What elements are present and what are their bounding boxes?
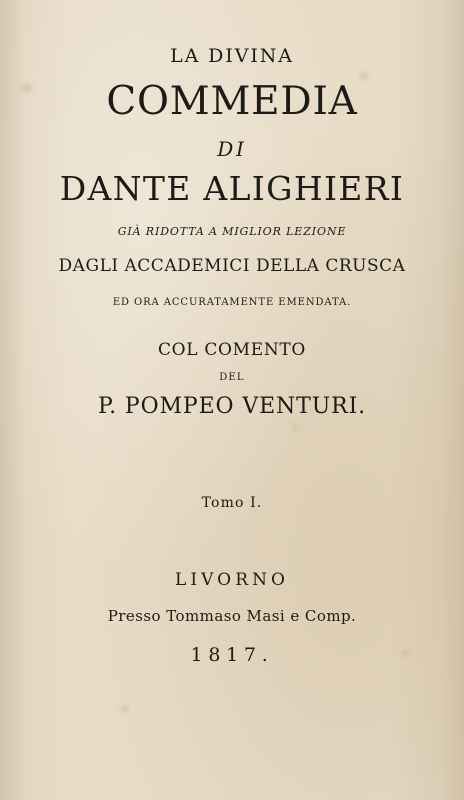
imprint-city: LIVORNO [174, 570, 290, 590]
volume-label: Tomo I. [201, 495, 263, 511]
subtitle-line-2: DAGLI ACCADEMICI DELLA CRUSCA [58, 256, 406, 276]
paper-spot [120, 705, 129, 712]
subtitle-line-3: ED ORA ACCURATAMENTE EMENDATA. [112, 297, 352, 308]
paper-spot [292, 424, 298, 430]
imprint-year: 1817. [190, 644, 274, 666]
commentator-name: P. POMPEO VENTURI. [97, 394, 367, 419]
paper-spot [360, 72, 368, 80]
commentary-preposition: DEL [219, 372, 245, 383]
author-name: DANTE ALIGHIERI [59, 169, 405, 208]
imprint-publisher: Presso Tommaso Masi e Comp. [107, 607, 357, 625]
title-line-3: DI [217, 137, 247, 161]
title-line-2: COMMEDIA [106, 79, 358, 124]
commentary-line: COL COMENTO [157, 340, 307, 360]
subtitle-line-1: GIÀ RIDOTTA A MIGLIOR LEZIONE [117, 225, 347, 238]
title-line-1: LA DIVINA [170, 45, 294, 67]
